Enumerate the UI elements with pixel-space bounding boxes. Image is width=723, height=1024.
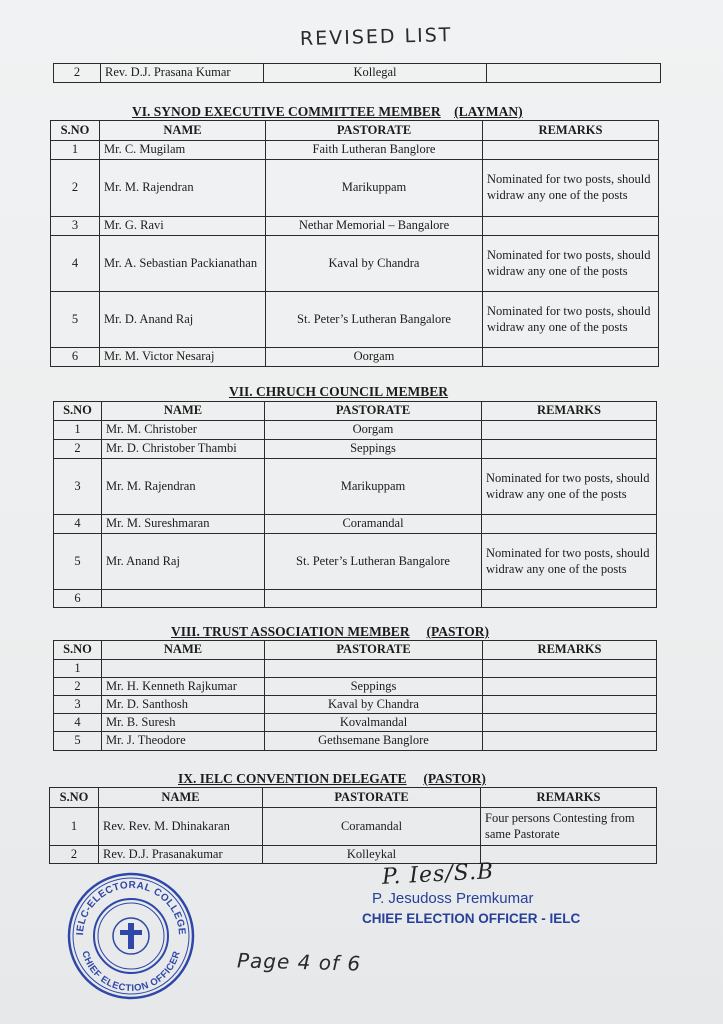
pastorate-cell: Coramandal [263, 808, 481, 846]
table-row [54, 678, 657, 696]
pastorate-cell [265, 590, 482, 608]
name-cell: Mr. B. Suresh [102, 714, 265, 732]
sno-cell: 2 [54, 440, 102, 459]
table-row [51, 236, 659, 292]
sno-cell: 4 [51, 236, 100, 292]
table-row [54, 732, 657, 751]
section-viii-title [171, 624, 489, 640]
sno-cell: 5 [51, 292, 100, 348]
sno-cell: 2 [50, 846, 99, 864]
section-vii-heading: VII. CHRUCH COUNCIL MEMBER [229, 384, 449, 399]
sno-header: S.NO [50, 788, 99, 808]
pastorate-cell: St. Peter’s Lutheran Bangalore [266, 292, 483, 348]
sno-cell: 3 [54, 696, 102, 714]
pastorate-header: PASTORATE [263, 788, 481, 808]
table-row [54, 64, 661, 83]
sno-cell: 2 [51, 160, 100, 217]
name-cell: Mr. M. Christober [102, 421, 265, 440]
pastorate-cell: Seppings [265, 440, 482, 459]
handwritten-title: REVISED LIST [299, 24, 453, 50]
seal-top-text: IELC-ELECTORAL COLLEGE [74, 879, 188, 936]
pastorate-cell: Nethar Memorial – Bangalore [266, 217, 483, 236]
pastorate-cell: Gethsemane Banglore [265, 732, 483, 751]
name-cell: Mr. H. Kenneth Rajkumar [102, 678, 265, 696]
sno-cell: 2 [54, 678, 102, 696]
remarks-cell [483, 660, 657, 678]
remarks-header: REMARKS [481, 788, 657, 808]
table-row [50, 808, 657, 846]
section-ix-title [178, 771, 486, 787]
sno-cell: 6 [51, 348, 100, 367]
remarks-cell [482, 421, 657, 440]
name-header: NAME [100, 121, 266, 141]
remarks-cell [483, 732, 657, 751]
name-cell: Mr. M. Rajendran [102, 459, 265, 515]
name-cell: Mr. A. Sebastian Packianathan [100, 236, 266, 292]
pastorate-cell: Kollegal [264, 64, 487, 83]
name-cell: Mr. M. Sureshmaran [102, 515, 265, 534]
remarks-cell [482, 440, 657, 459]
pastorate-cell: Oorgam [265, 421, 482, 440]
sno-cell: 1 [54, 421, 102, 440]
sno-cell: 5 [54, 534, 102, 590]
table-row [54, 534, 657, 590]
remarks-cell: Four persons Contesting from same Pastorate [481, 808, 657, 846]
table-row [54, 440, 657, 459]
pastorate-cell: Kovalmandal [265, 714, 483, 732]
name-cell [102, 590, 265, 608]
sno-cell: 1 [50, 808, 99, 846]
table-row [54, 590, 657, 608]
pastorate-header: PASTORATE [266, 121, 483, 141]
remarks-cell [482, 515, 657, 534]
remarks-cell [483, 714, 657, 732]
name-cell: Mr. J. Theodore [102, 732, 265, 751]
table-row [51, 141, 659, 160]
remarks-cell [487, 64, 661, 83]
section-vi-title [132, 104, 523, 120]
name-cell: Rev. Rev. M. Dhinakaran [99, 808, 263, 846]
remarks-cell [481, 846, 657, 864]
name-cell: Rev. D.J. Prasanakumar [99, 846, 263, 864]
signature-scrawl: P. Ies/S.B [381, 859, 495, 890]
sno-cell: 1 [51, 141, 100, 160]
section-viii-qualifier: (PASTOR) [426, 624, 489, 639]
section-ix-heading: IX. IELC CONVENTION DELEGATE [178, 771, 407, 786]
remarks-cell: Nominated for two posts, should widraw any one of the posts [482, 534, 657, 590]
section-ix-qualifier: (PASTOR) [423, 771, 486, 786]
sno-header: S.NO [54, 402, 102, 421]
sno-cell: 2 [54, 64, 101, 83]
table-row [54, 714, 657, 732]
remarks-cell [483, 678, 657, 696]
pastorate-cell: St. Peter’s Lutheran Bangalore [265, 534, 482, 590]
top-carryover-table [53, 63, 661, 83]
sno-header: S.NO [51, 121, 100, 141]
table-row [51, 348, 659, 367]
remarks-cell: Nominated for two posts, should widraw any one of the posts [483, 236, 659, 292]
pastorate-cell: Kaval by Chandra [266, 236, 483, 292]
pastorate-cell: Seppings [265, 678, 483, 696]
remarks-cell [483, 696, 657, 714]
signatory-title: CHIEF ELECTION OFFICER - IELC [362, 911, 581, 926]
table-row [51, 160, 659, 217]
pastorate-cell: Marikuppam [266, 160, 483, 217]
pastorate-header: PASTORATE [265, 641, 483, 660]
section-ix-table [49, 787, 657, 864]
section-vi-table [50, 120, 659, 367]
section-vi-heading: VI. SYNOD EXECUTIVE COMMITTEE MEMBER [132, 104, 441, 119]
header-row [51, 121, 659, 141]
name-cell: Mr. M. Victor Nesaraj [100, 348, 266, 367]
remarks-cell: Nominated for two posts, should widraw any one of the posts [483, 292, 659, 348]
remarks-cell [482, 590, 657, 608]
section-viii-heading: VIII. TRUST ASSOCIATION MEMBER [171, 624, 410, 639]
sno-cell: 4 [54, 515, 102, 534]
pastorate-cell: Kolleykal [263, 846, 481, 864]
table-row [54, 515, 657, 534]
header-row [54, 641, 657, 660]
section-vi-qualifier: (LAYMAN) [454, 104, 523, 119]
section-vii-title [229, 384, 448, 400]
name-cell: Mr. D. Santhosh [102, 696, 265, 714]
remarks-cell [483, 217, 659, 236]
name-cell: Mr. Anand Raj [102, 534, 265, 590]
name-header: NAME [102, 641, 265, 660]
sno-header: S.NO [54, 641, 102, 660]
name-header: NAME [102, 402, 265, 421]
table-row [54, 696, 657, 714]
remarks-cell [483, 348, 659, 367]
sno-cell: 3 [51, 217, 100, 236]
name-cell: Mr. G. Ravi [100, 217, 266, 236]
pastorate-cell [265, 660, 483, 678]
sno-cell: 5 [54, 732, 102, 751]
table-row [54, 660, 657, 678]
sno-cell: 6 [54, 590, 102, 608]
table-row [51, 217, 659, 236]
remarks-header: REMARKS [483, 121, 659, 141]
remarks-header: REMARKS [483, 641, 657, 660]
name-cell: Mr. C. Mugilam [100, 141, 266, 160]
name-cell: Rev. D.J. Prasana Kumar [101, 64, 264, 83]
section-viii-table [53, 640, 657, 751]
table-row [54, 421, 657, 440]
electoral-college-seal-icon [66, 871, 196, 1001]
remarks-cell [483, 141, 659, 160]
name-cell: Mr. M. Rajendran [100, 160, 266, 217]
seal-bottom-text: CHIEF ELECTION OFFICER [79, 949, 183, 995]
remarks-header: REMARKS [482, 402, 657, 421]
signatory-name: P. Jesudoss Premkumar [372, 890, 534, 907]
name-cell [102, 660, 265, 678]
sno-cell: 3 [54, 459, 102, 515]
table-row [50, 846, 657, 864]
header-row [54, 402, 657, 421]
remarks-cell: Nominated for two posts, should widraw any one of the posts [482, 459, 657, 515]
pastorate-cell: Coramandal [265, 515, 482, 534]
pastorate-cell: Marikuppam [265, 459, 482, 515]
sno-cell: 4 [54, 714, 102, 732]
pastorate-cell: Kaval by Chandra [265, 696, 483, 714]
name-cell: Mr. D. Christober Thambi [102, 440, 265, 459]
sno-cell: 1 [54, 660, 102, 678]
pastorate-cell: Faith Lutheran Banglore [266, 141, 483, 160]
pastorate-cell: Oorgam [266, 348, 483, 367]
handwritten-page-note: Page 4 of 6 [236, 948, 362, 976]
header-row [50, 788, 657, 808]
table-row [51, 292, 659, 348]
remarks-cell: Nominated for two posts, should widraw any one of the posts [483, 160, 659, 217]
pastorate-header: PASTORATE [265, 402, 482, 421]
name-header: NAME [99, 788, 263, 808]
section-vii-table [53, 401, 657, 608]
name-cell: Mr. D. Anand Raj [100, 292, 266, 348]
table-row [54, 459, 657, 515]
